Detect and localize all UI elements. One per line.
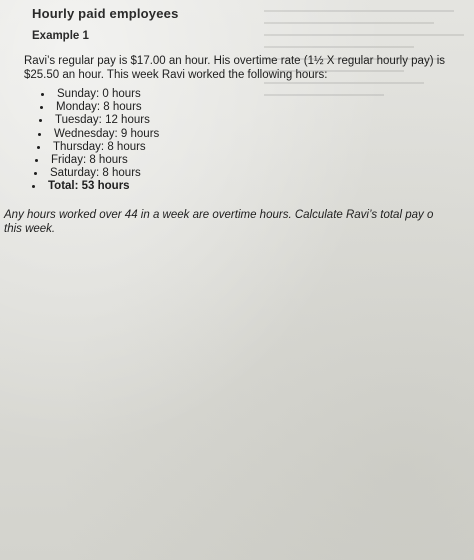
hours-label: Thursday: 8 hours <box>53 140 146 153</box>
bullet-icon <box>32 185 35 188</box>
hours-label: Friday: 8 hours <box>51 153 128 166</box>
question-paragraph <box>4 208 474 236</box>
intro-paragraph <box>24 54 469 82</box>
page-heading: Hourly paid employees <box>32 6 179 21</box>
bullet-icon <box>34 172 37 175</box>
bullet-icon <box>37 146 40 149</box>
hours-total-label: Total: 53 hours <box>48 180 130 193</box>
example-title: Example 1 <box>32 30 89 42</box>
hours-label: Monday: 8 hours <box>56 101 142 114</box>
hours-label: Tuesday: 12 hours <box>55 114 150 127</box>
bullet-icon <box>38 133 41 136</box>
bullet-icon <box>41 93 44 96</box>
question-line-2: this week. <box>4 223 56 235</box>
hours-label: Sunday: 0 hours <box>57 88 141 100</box>
bullet-icon <box>40 106 43 109</box>
hours-label: Saturday: 8 hours <box>50 167 141 180</box>
question-line-1: Any hours worked over 44 in a week are overtime hours. Calculate Ravi’s total pay o <box>4 209 434 221</box>
intro-line-1: Ravi’s regular pay is $17.00 an hour. His overtime rate (1½ X regular hourly pay) is <box>24 55 446 67</box>
hours-label: Wednesday: 9 hours <box>54 127 160 140</box>
bullet-icon <box>35 159 38 162</box>
intro-line-2: $25.50 an hour. This week Ravi worked the following hours: <box>24 69 328 81</box>
bullet-icon <box>39 119 42 122</box>
